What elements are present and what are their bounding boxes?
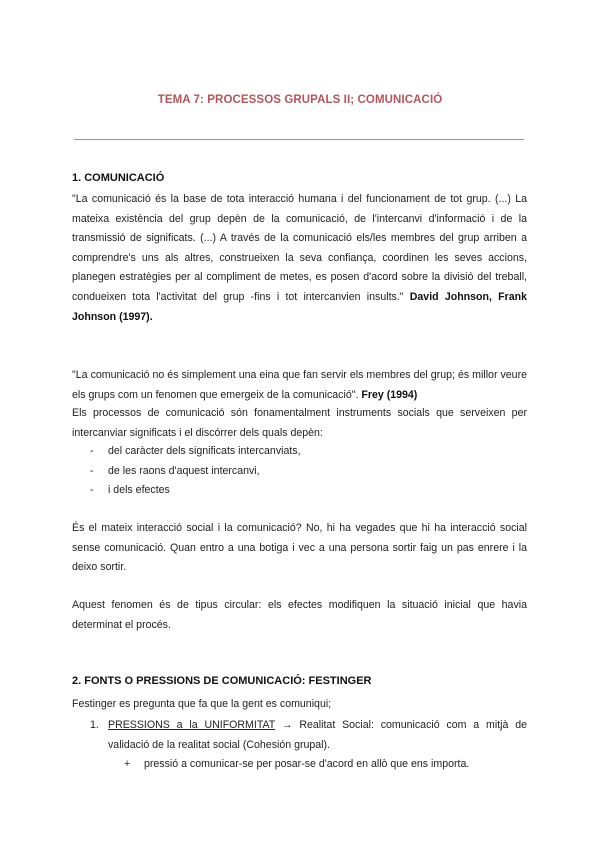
list-bullet: -: [90, 465, 94, 477]
list-item-text: de les raons d'aquest intercanvi,: [108, 465, 260, 477]
paragraph-circular: Aquest fenomen és de tipus circular: els efectes modifiquen la situació inicial que havia determinat el procés.: [72, 599, 527, 631]
paragraph-processos: Els processos de comunicació són fonamentalment instruments socials que serveixen per intercanviar significats i el discórrer dels quals depèn:: [72, 407, 527, 439]
section-1-heading: 1. COMUNICACIÓ: [72, 172, 165, 184]
list-bullet: -: [90, 445, 94, 457]
paragraph-interaccio: És el mateix interacció social i la comunicació? No, hi ha vegades que hi ha interacció social sense comunicació. Quan entro a una botiga i vec a una persona sortir faig un pas enrere i la deixo sortir.: [72, 522, 527, 574]
paragraph-festinger: Festinger es pregunta que fa que la gent es comuniqui;: [72, 698, 332, 710]
numbered-item-1-text: [108, 716, 527, 755]
quote-johnson: [72, 190, 527, 327]
list-item-text: del caràcter dels significats intercanviats,: [108, 445, 301, 457]
document-title: TEMA 7: PROCESSOS GRUPALS II; COMUNICACIÓ: [157, 94, 443, 106]
quote-frey: [72, 366, 527, 405]
uniformitat-description: → Realitat Social: comunicació com a mitjà de validació de la realitat social (Cohesión grupal).: [108, 719, 527, 751]
quote-johnson-text: "La comunicació és la base de tota interacció humana i del funcionament de tot grup. (...) La mateixa existència del grup depèn de la comunicació, de l'intercanvi d'informació i de la transmissió de significats. (...) A través de la comunicació els/les membres del grup arriben a comprendre's uns als altres, construeixen la seva confiança, coordinen les seves accions, planegen estratègies per al compliment de metes, es posen d'acord sobre la divisió del treball, condueixen tota l'activitat del grup -fins i tot intercanvien insults.": [72, 193, 527, 303]
item-number: 1.: [90, 719, 99, 731]
quote-johnson-author: David Johnson, Frank Johnson (1997).: [72, 290, 527, 323]
title-divider: [74, 139, 524, 140]
sub-list-item-text: pressió a comunicar-se per posar-se d'acord en allò que ens importa.: [144, 758, 470, 770]
sub-list-bullet: +: [124, 758, 131, 770]
list-bullet: -: [90, 484, 94, 496]
section-2-heading: 2. FONTS O PRESSIONS DE COMUNICACIÓ: FESTINGER: [72, 675, 372, 687]
list-item-text: i dels efectes: [108, 484, 170, 496]
uniformitat-term: PRESSIONS a la UNIFORMITAT: [108, 719, 276, 731]
quote-frey-text: "La comunicació no és simplement una eina que fan servir els membres del grup; és millor veure els grups com un fenomen que emergeix de la comunicació".: [72, 369, 527, 401]
quote-frey-author: Frey (1994): [361, 388, 418, 401]
